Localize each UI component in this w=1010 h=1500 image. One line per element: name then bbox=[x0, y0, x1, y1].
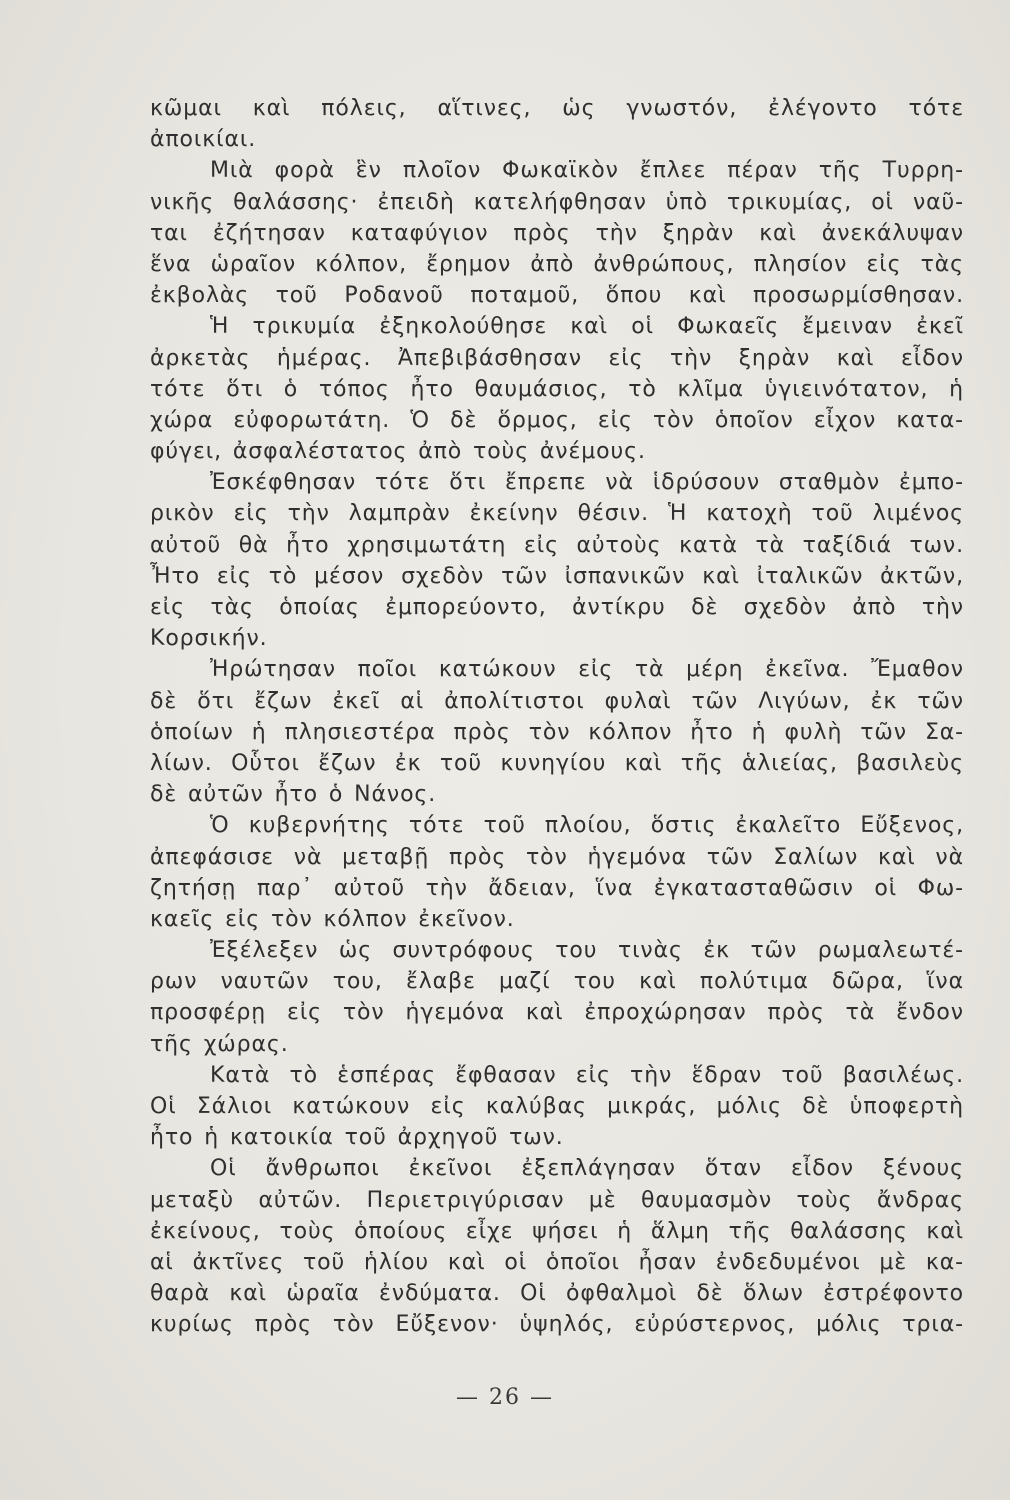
text-line: Ἠρώτησαν ποῖοι κατώκουν εἰς τὰ μέρη ἐκεῖνα. Ἔμαθον bbox=[210, 657, 964, 683]
text-line: προσφέρῃ εἰς τὸν ἡγεμόνα καὶ ἐπροχώρησαν πρὸς τὰ ἔνδον bbox=[150, 1000, 964, 1026]
text-line: ἐκβολὰς τοῦ Ροδανοῦ ποταμοῦ, ὅπου καὶ προσωρμίσθησαν. bbox=[150, 283, 964, 309]
page-number: — 26 — bbox=[456, 1385, 554, 1410]
text-line: εἰς τὰς ὁποίας ἐμπορεύοντο, ἀντίκρυ δὲ σχεδὸν ἀπὸ τὴν bbox=[150, 595, 964, 620]
text-line: ἀπεφάσισε νὰ μεταβῇ πρὸς τὸν ἡγεμόνα τῶν Σαλίων καὶ νὰ bbox=[150, 844, 964, 870]
text-line: ἀποικίαι. bbox=[150, 127, 257, 153]
text-line: αἱ ἀκτῖνες τοῦ ἡλίου καὶ οἱ ὁποῖοι ἦσαν ἐνδεδυμένοι μὲ κα- bbox=[150, 1249, 964, 1275]
text-line: Οἱ ἄνθρωποι ἐκεῖνοι ἐξεπλάγησαν ὅταν εἶδον ξένους bbox=[210, 1156, 964, 1182]
text-line: Κατὰ τὸ ἑσπέρας ἔφθασαν εἰς τὴν ἕδραν τοῦ βασιλέως. bbox=[210, 1062, 964, 1088]
text-line: ἕνα ὡραῖον κόλπον, ἔρημον ἀπὸ ἀνθρώπους, πλησίον εἰς τὰς bbox=[150, 251, 964, 277]
text-line: λίων. Οὗτοι ἔζων ἐκ τοῦ κυνηγίου καὶ τῆς ἁλιείας, βασιλεὺς bbox=[150, 750, 964, 776]
text-line: ται ἐζήτησαν καταφύγιον πρὸς τὴν ξηρὰν καὶ ἀνεκάλυψαν bbox=[150, 220, 964, 246]
text-line: μεταξὺ αὐτῶν. Περιετριγύρισαν μὲ θαυμασμὸν τοὺς ἄνδρας bbox=[150, 1187, 964, 1213]
text-line: Ὁ κυβερνήτης τότε τοῦ πλοίου, ὅστις ἐκαλεῖτο Εὔξενος, bbox=[210, 813, 964, 839]
text-line: Κορσικήν. bbox=[150, 626, 268, 652]
text-line: δὲ ὅτι ἔζων ἐκεῖ αἱ ἀπολίτιστοι φυλαὶ τῶν Λιγύων, ἐκ τῶν bbox=[150, 688, 964, 714]
text-line: τῆς χώρας. bbox=[150, 1031, 289, 1057]
text-line: τότε ὅτι ὁ τόπος ἦτο θαυμάσιος, τὸ κλῖμα ὑγιεινότατον, ἡ bbox=[150, 376, 964, 402]
body-text bbox=[150, 93, 964, 1341]
text-line: ρικὸν εἰς τὴν λαμπρὰν ἐκείνην θέσιν. Ἡ κατοχὴ τοῦ λιμένος bbox=[150, 501, 964, 527]
text-line: καεῖς εἰς τὸν κόλπον ἐκεῖνον. bbox=[150, 906, 515, 932]
text-line: ἀρκετὰς ἡμέρας. Ἀπεβιβάσθησαν εἰς τὴν ξηρὰν καὶ εἶδον bbox=[150, 345, 964, 371]
text-line: θαρὰ καὶ ὡραῖα ἐνδύματα. Οἱ ὀφθαλμοὶ δὲ ὅλων ἐστρέφοντο bbox=[150, 1281, 964, 1307]
text-line: Οἱ Σάλιοι κατώκουν εἰς καλύβας μικράς, μόλις δὲ ὑποφερτὴ bbox=[150, 1094, 964, 1119]
text-line: ζητήσῃ παρ᾿ αὐτοῦ τὴν ἄδειαν, ἵνα ἐγκατασταθῶσιν οἱ Φω- bbox=[150, 875, 964, 901]
text-line: Ἐξέλεξεν ὡς συντρόφους του τινὰς ἐκ τῶν ρωμαλεωτέ- bbox=[210, 938, 964, 964]
text-line: Ἐσκέφθησαν τότε ὅτι ἔπρεπε νὰ ἱδρύσουν σταθμὸν ἐμπο- bbox=[210, 470, 964, 496]
text-line: χώρα εὐφορωτάτη. Ὁ δὲ ὅρμος, εἰς τὸν ὁποῖον εἶχον κατα- bbox=[150, 407, 964, 433]
text-line: ἦτο ἡ κατοικία τοῦ ἀρχηγοῦ των. bbox=[150, 1125, 564, 1151]
text-line: κῶμαι καὶ πόλεις, αἵτινες, ὡς γνωστόν, ἐλέγοντο τότε bbox=[150, 96, 964, 121]
text-line: φύγει, ἀσφαλέστατος ἀπὸ τοὺς ἀνέμους. bbox=[150, 439, 646, 465]
text-line: κυρίως πρὸς τὸν Εὔξενον· ὑψηλός, εὐρύστερνος, μόλις τρια- bbox=[150, 1312, 964, 1338]
text-line: ρων ναυτῶν του, ἔλαβε μαζί του καὶ πολύτιμα δῶρα, ἵνα bbox=[150, 969, 964, 995]
text-line: Ἦτο εἰς τὸ μέσον σχεδὸν τῶν ἰσπανικῶν καὶ ἰταλικῶν ἀκτῶν, bbox=[150, 563, 964, 589]
text-line: νικῆς θαλάσσης· ἐπειδὴ κατελήφθησαν ὑπὸ τρικυμίας, οἱ ναῦ- bbox=[150, 189, 964, 215]
text-line: ἐκείνους, τοὺς ὁποίους εἶχε ψήσει ἡ ἅλμη τῆς θαλάσσης καὶ bbox=[150, 1218, 964, 1244]
text-line: Μιὰ φορὰ ἓν πλοῖον Φωκαϊκὸν ἔπλεε πέραν τῆς Τυρρη- bbox=[210, 158, 964, 184]
text-line: Ἡ τρικυμία ἐξηκολούθησε καὶ οἱ Φωκαεῖς ἔμειναν ἐκεῖ bbox=[210, 314, 964, 340]
text-line: δὲ αὐτῶν ἦτο ὁ Νάνος. bbox=[150, 782, 437, 808]
text-line: αὐτοῦ θὰ ἦτο χρησιμωτάτη εἰς αὐτοὺς κατὰ τὰ ταξίδιά των. bbox=[150, 532, 964, 558]
text-line: ὁποίων ἡ πλησιεστέρα πρὸς τὸν κόλπον ἦτο ἡ φυλὴ τῶν Σα- bbox=[150, 719, 964, 745]
